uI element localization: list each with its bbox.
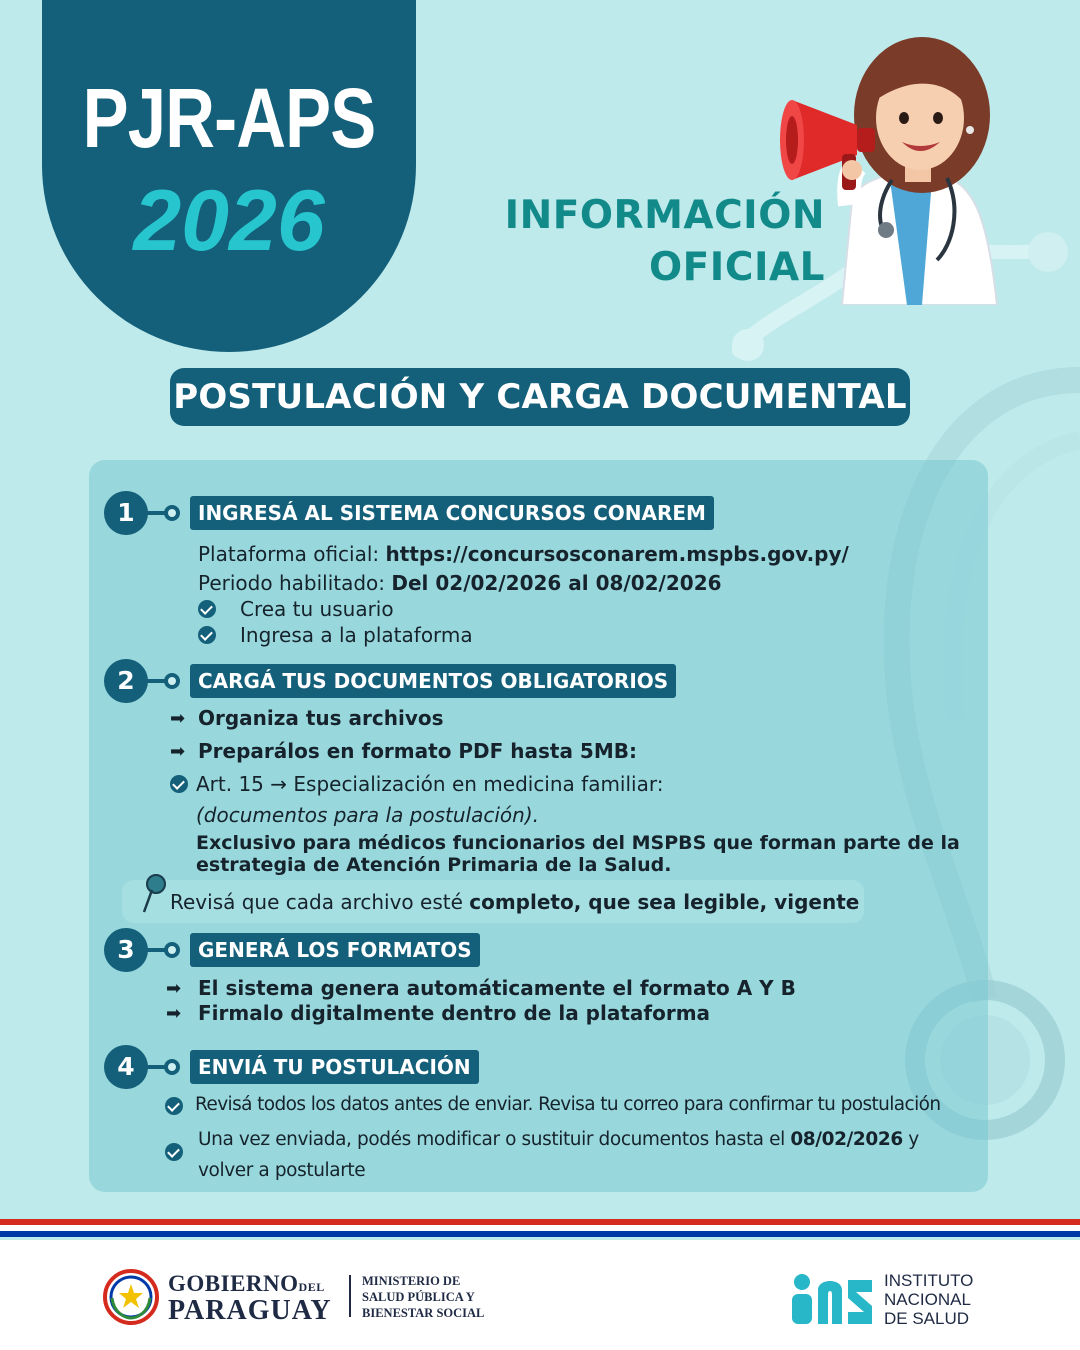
- check-circle-icon: [165, 1143, 183, 1161]
- ministry-name: MINISTERIO DE SALUD PÚBLICA Y BIENESTAR SOCIAL: [362, 1274, 485, 1320]
- modify-docs-line: Una vez enviada, podés modificar o sustituir documentos hasta el 08/02/2026 y: [198, 1129, 919, 1150]
- tip-text: Revisá que cada archivo esté completo, que sea legible, vigente: [170, 890, 860, 914]
- review-data-line: Revisá todos los datos antes de enviar. Revisa tu correo para confirmar tu postulación: [195, 1094, 941, 1115]
- official-line-1: INFORMACIÓN: [504, 193, 825, 238]
- step-4-number: 4: [104, 1045, 148, 1089]
- flag-stripe-blue: [0, 1231, 1080, 1237]
- hero-title: PJR-APS: [82, 71, 376, 165]
- official-line-2: OFICIAL: [649, 245, 825, 290]
- step-3-number: 3: [104, 928, 148, 972]
- check-circle-icon: [170, 775, 188, 793]
- organize-files: Organiza tus archivos: [198, 706, 444, 730]
- section-banner: POSTULACIÓN Y CARGA DOCUMENTAL: [170, 368, 910, 426]
- check-circle-icon: [198, 600, 216, 618]
- step-2-ring: [164, 673, 180, 689]
- auto-format-line: El sistema genera automáticamente el formato A Y B: [198, 976, 796, 1000]
- step-1-ring: [164, 505, 180, 521]
- right-arrow-icon: ➡: [170, 708, 186, 729]
- right-arrow-icon: ➡: [166, 978, 182, 999]
- ins-logo-icon: [790, 1272, 874, 1326]
- exclusive-line-1: Exclusivo para médicos funcionarios del MSPBS que forman parte de la: [196, 832, 960, 854]
- check-circle-icon: [198, 626, 216, 644]
- art-15-note: (documentos para la postulación).: [196, 803, 539, 827]
- pushpin-icon: [136, 872, 172, 916]
- check-circle-icon: [165, 1097, 183, 1115]
- step-4-ring: [164, 1059, 180, 1075]
- sign-digitally-line: Firmalo digitalmente dentro de la plataforma: [198, 1001, 711, 1025]
- prepare-pdf: Preparálos en formato PDF hasta 5MB:: [198, 739, 637, 763]
- platform-label: Plataforma oficial:: [198, 542, 386, 566]
- doctor-illustration: [772, 30, 1012, 305]
- institute-name: INSTITUTO NACIONAL DE SALUD: [884, 1271, 974, 1328]
- step-2-number: 2: [104, 659, 148, 703]
- exclusive-line-2: estrategia de Atención Primaria de la Salud.: [196, 854, 672, 876]
- check-create-user: Crea tu usuario: [240, 597, 394, 621]
- period-value: Del 02/02/2026 al 08/02/2026: [391, 571, 722, 595]
- period-label: Periodo habilitado:: [198, 571, 392, 595]
- hero-year: 2026: [133, 173, 325, 269]
- check-login-platform: Ingresa a la plataforma: [240, 623, 473, 647]
- right-arrow-icon: ➡: [166, 1003, 182, 1024]
- step-3-title: GENERÁ LOS FORMATOS: [190, 933, 480, 967]
- platform-line: [198, 541, 849, 567]
- footer-divider: [349, 1275, 351, 1317]
- period-line: [198, 570, 722, 596]
- government-logo-text: GOBIERNODEL PARAGUAY: [168, 1271, 332, 1326]
- step-3-ring: [164, 942, 180, 958]
- platform-url[interactable]: https://concursosconarem.mspbs.gov.py/: [385, 542, 849, 566]
- paraguay-seal-icon: [100, 1268, 162, 1326]
- art-15-line: Art. 15 → Especialización en medicina familiar:: [196, 772, 664, 796]
- repostulate-line: volver a postularte: [198, 1160, 366, 1181]
- step-1-title: INGRESÁ AL SISTEMA CONCURSOS CONAREM: [190, 496, 714, 530]
- step-4-title: ENVIÁ TU POSTULACIÓN: [190, 1050, 479, 1084]
- step-1-number: 1: [104, 491, 148, 535]
- step-2-title: CARGÁ TUS DOCUMENTOS OBLIGATORIOS: [190, 664, 676, 698]
- right-arrow-icon: ➡: [170, 741, 186, 762]
